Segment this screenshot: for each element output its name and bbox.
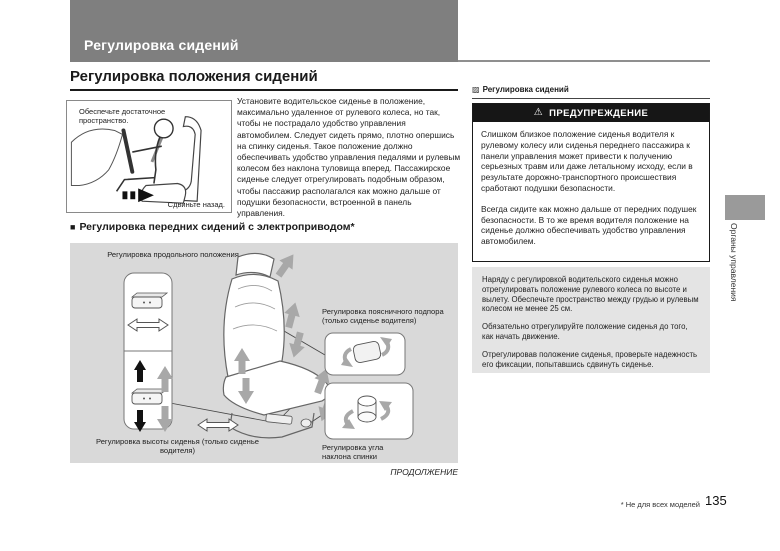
continued-marker-icon: ▨	[472, 85, 480, 94]
warning-body	[473, 122, 709, 254]
note-paragraph: Наряду с регулировкой водительского сиденья можно отрегулировать положение рулевого колеса по высоте и вылету. Обеспечьте пространство между грудью и рулевым колесом не менее 25 см.	[482, 275, 699, 314]
power-seat-figure	[70, 243, 458, 463]
header-band	[70, 0, 458, 62]
warning-box	[472, 103, 710, 262]
seat-switch-panel-art	[124, 273, 173, 432]
warning-icon: ⚠	[533, 107, 544, 118]
warning-title: ПРЕДУПРЕЖДЕНИЕ	[549, 107, 649, 119]
notes-box	[472, 267, 710, 373]
seat-position-body-text: Установите водительское сиденье в положение, максимально удаленное от рулевого колеса, но так, чтобы не пострадало удобство управления автомобилем. Следует сидеть прямо, плотно опершись на спинку сиденья. Такое положение должно обеспечивать удобство управления педалями и рулевым колесом без наклона туловища вперед. Пассажирское сиденье следует отрегулировать подобным образом, чтобы пассажир располагался как можно дальше от подушки безопасности, встроенной в панель управления.	[237, 96, 461, 219]
footnote: * Не для всех моделей	[620, 500, 700, 509]
page-number: 135	[705, 493, 727, 508]
label-recline-adjustment: Регулировка угла наклона спинки	[322, 443, 384, 462]
warning-paragraph: Слишком близкое положение сиденья водителя к рулевому колесу или сиденья переднего пассажира к панели управления может привести к получению серьезных травм или даже летальному исходу, если в результате дорожно-транспортного происшествия сработают подушки безопасности.	[481, 129, 693, 193]
label-lumbar-adjustment: Регулировка поясничного подпора (только сиденье водителя)	[322, 307, 444, 326]
recline-knob-box-art	[325, 383, 413, 439]
chapter-tab-marker	[725, 195, 765, 220]
power-seat-art	[70, 243, 458, 463]
note-paragraph: Отрегулировав положение сиденья, проверьте надежность его фиксации, попытавшись сдвинуть сиденье.	[482, 349, 698, 369]
sidebar-section-header	[472, 85, 710, 99]
continuation-label: ПРОДОЛЖЕНИЕ	[390, 467, 458, 477]
header-band-rule	[458, 60, 710, 62]
lumbar-switch-box-art	[325, 333, 405, 375]
page-title: Регулировка сидений	[84, 37, 239, 53]
power-seat-heading-label: Регулировка передних сидений с электроприводом*	[79, 221, 355, 233]
square-bullet-icon: ■	[70, 221, 76, 232]
label-longitudinal-adjustment: Регулировка продольного положения	[107, 250, 239, 259]
steering-wheel-art	[123, 130, 132, 171]
warning-title-bar	[473, 104, 709, 122]
section-title-rule	[70, 89, 458, 91]
caption-slide-back: Сдвиньте назад.	[167, 200, 225, 209]
sidebar-section-title: Регулировка сидений	[482, 85, 569, 94]
warning-paragraph: Всегда сидите как можно дальше от передних подушек безопасности. В то же время водителя положение на сиденье должно обеспечивать удобство управления автомобилем.	[481, 203, 697, 247]
caption-provide-space: Обеспечьте достаточное пространство.	[79, 107, 166, 125]
label-height-adjustment: Регулировка высоты сиденья (только сиденье водителя)	[95, 437, 260, 456]
power-seat-heading	[70, 221, 355, 233]
chapter-tab-label: Органы управления	[729, 223, 739, 302]
section-title: Регулировка положения сидений	[70, 68, 318, 85]
note-paragraph: Обязательно отрегулируйте положение сиденья до того, как начать движение.	[482, 322, 688, 341]
seat-drawing	[198, 250, 338, 438]
driver-position-figure	[66, 100, 232, 213]
